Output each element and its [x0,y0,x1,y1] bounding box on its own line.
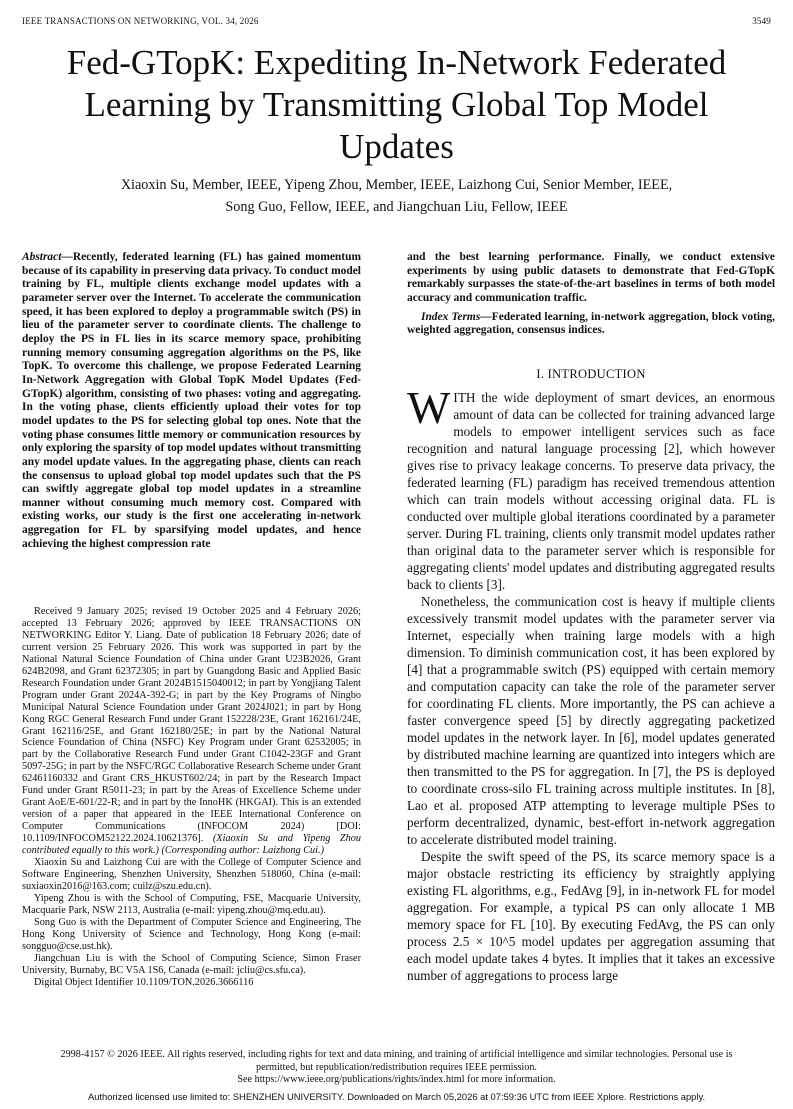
footnote-doi: Digital Object Identifier 10.1109/TON.2026.3666116 [34,976,254,988]
abstract [22,251,361,551]
index-terms-text: —Federated learning, in-network aggregation, block voting, weighted aggregation, consensus indices. [407,310,775,337]
intro-paragraph-2: Nonetheless, the communication cost is heavy if multiple clients excessively transmit model updates with the parameter server via Internet, especially when training large models with a high dimension. To diminish communication cost, it has been explored by [4] that a programmable switch (PS) equipped with certain memory and computation capacity can take the role of the parameter server for coordinating FL clients. More importantly, the PS can achieve a faster convergence speed [5] by directly aggregating packetized model updates in the network layer. In [6], model updates generated by distributed machine learning are quantized into integers which are then transmitted to the PS for aggregation. In [7], the PS is deployed to coordinate cross-silo FL training across multiple institutes. In [8], Lao et al. proposed ATP attempting to leverage multiple PSes to perform decentralized, dynamic, best-effort in-network aggregation to accelerate distributed model training. [407,594,775,847]
introduction-body [407,382,775,984]
authors-line-2-text: Song Guo, Fellow, IEEE, and Jiangchuan Liu, Fellow, IEEE [225,199,568,215]
footnote-funding: Received 9 January 2025; revised 19 October 2025 and 4 February 2026; accepted 13 February 2026; approved by IEEE TRANSACTIONS ON NETWORKING Editor Y. Liang. Date of publication 18 February 2026; date of current version 25 February 2026. This work was supported in part by the National Natural Science Foundation of China under Grant U23B2026, Grant 624B2098, and Grant 62372305; in part by Guangdong Basic and Applied Basic Research Foundation under Grant 2024B1515040012; in part by Yongjiang Talent Program under Grant 2024A-392-G; in part by the Key Programs of Ningbo Municipal Natural Science Foundation under Grant 2024J021; in part by Hong Kong RGC General Research Fund under Grant 152228/23E, Grant 162161/24E, Grant 162116/25E, and Grant 162180/25E; in part by the National Natural Science Foundation of China (NSFC) Key Program under Grant 62532005; in part by the Collaborative Research Fund under Grant C1042-23GF and Grant 5097-25G; in part by the NSFC/RGC Collaborative Research Scheme under Grant 62461160332 and Grant CRS_HKUST602/24; in part by the Research Impact Fund under Grant R5011-23; in part by the Areas of Excellence Scheme under Grant AoE/E-601/22-R; and in part by the InnoHK (HKGAI). This is an extended version of a paper that appeared in the IEEE International Conference on Computer Communications (INFOCOM 2024) [DOI: 10.1109/INFOCOM52122.2024.10621376]. [22,606,361,845]
footnote-equal-contribution: (Xiaoxin Su and Yipeng Zhou contributed equally to this work.) (Corresponding author: Laizhong Cui.) [22,833,361,857]
authors-line-1 [40,174,753,196]
authors-line-1-text: Xiaoxin Su, Member, IEEE, Yipeng Zhou, Member, IEEE, Laizhong Cui, Senior Member, IEEE, [120,177,673,193]
paper-title: Fed-GTopK: Expediting In-Network Federated Learning by Transmitting Global Top Model Updates [66,43,727,166]
authors-line-2 [40,196,753,218]
footnote-affiliation-3: Song Guo is with the Department of Computer Science and Engineering, The Hong Kong University of Science and Technology, Hong Kong (e-mail: songguo@cse.ust.hk). [22,916,361,952]
index-terms-lead: Index Terms [421,310,481,323]
page-number: 3549 [752,16,771,26]
copyright-text: 2998-4157 © 2026 IEEE. All rights reserved, including rights for text and data mining, and training of artificial intelligence and similar technologies. Personal use is permitted, but republication/redistribution requires IEEE permission. [60,1049,733,1073]
first-page-footnote [22,606,361,989]
intro-paragraph-1: ITH the wide deployment of smart devices, an enormous amount of data can be collected for training advanced large models to empower intelligent services such as face recognition and natural language processing [2], which however gives rise to privacy leakage concerns. To preserve data privacy, the federated learning (FL) paradigm has received tremendous attention which can train models without accessing original data. FL is conducted over multiple global iterations coordinated by a parameter server. During FL training, clients only transmit model updates rather than original data to the parameter server which is responsible for aggregating clients' model updates and distributing aggregated results back to clients [3]. [407,390,775,592]
copyright-footer [60,1049,733,1087]
author-list [40,174,753,218]
footnote-affiliation-2: Yipeng Zhou is with the School of Computing, FSE, Macquarie University, Macquarie Park, NSW 2113, Australia (e-mail: yipeng.zhou@mq.edu.au). [22,892,361,916]
abstract-continued [407,251,775,338]
intro-paragraph-3: Despite the swift speed of the PS, its scarce memory space is a major obstacle restricting its efficiency by straightly applying existing FL algorithms, e.g., FedAvg [9], in in-network FL for model aggregation. For example, a typical PS can only allocate 1 MB memory space for FL [10]. By executing FedAvg, the PS can only process 2.5 × 10^5 model updates per aggregation assuming that each model update takes 4 bytes. It implies that it takes an excessive number of aggregations to process large [407,849,775,983]
abstract-text: —Recently, federated learning (FL) has gained momentum because of its capability in preserving data privacy. To conduct model training by FL, multiple clients exchange model updates with a parameter server over the Internet. To accelerate the communication speed, it has been explored to deploy a programmable switch (PS) in lieu of the parameter server to coordinate clients. The challenge to deploy the PS in FL lies in its scarce memory space, prohibiting running memory consuming aggregation algorithms on the PS, like TopK. To overcome this challenge, we propose Federated Learning In-Network Aggregation with Global TopK Model Updates (Fed-GTopK) algorithm, consisting of two phases: voting and aggregating. In the voting phase, clients efficiently upload their votes for top model updates to the PS for selecting global top ones. Note that the voting phase consumes little memory or communication resources by only exploring the sparsity of top model updates without transmitting any model update values. In the aggregating phase, clients can reach the consensus to upload global top model updates such that the PS can swiftly aggregate global top model updates in a streamline manner without consuming much memory cost. Compared with existing works, our study is the first one accelerating in-network aggregation for FL by sparsifying model updates, and hence achieving the highest compression rate [22,251,362,550]
rights-text: See https://www.ieee.org/publications/rights/index.html for more information. [237,1074,556,1086]
footnote-affiliation-1: Xiaoxin Su and Laizhong Cui are with the College of Computer Science and Software Engineering, Shenzhen University, Shenzhen 518060, China (e-mail: suxiaoxin2016@163.com; cuilz@szu.edu.cn). [22,857,361,892]
abstract-continued-text: and the best learning performance. Finally, we conduct extensive experiments by using public datasets to demonstrate that Fed-GTopK remarkably surpasses the state-of-the-art baselines in terms of both model accuracy and communication traffic. [407,251,775,304]
index-terms [407,311,775,338]
section-heading-introduction: I. INTRODUCTION [536,367,646,381]
abstract-lead: Abstract [22,251,62,263]
drop-cap: W [407,382,451,433]
license-line: Authorized licensed use limited to: SHENZHEN UNIVERSITY. Downloaded on March 05,2026 at 07:59:36 UTC from IEEE Xplore. Restrictions apply. [87,1091,706,1102]
running-header: IEEE TRANSACTIONS ON NETWORKING, VOL. 34, 2026 [22,16,259,26]
footnote-affiliation-4: Jiangchuan Liu is with the School of Computing Science, Simon Fraser University, Burnaby, BC V5A 1S6, Canada (e-mail: jcliu@cs.sfu.ca). [22,952,361,976]
